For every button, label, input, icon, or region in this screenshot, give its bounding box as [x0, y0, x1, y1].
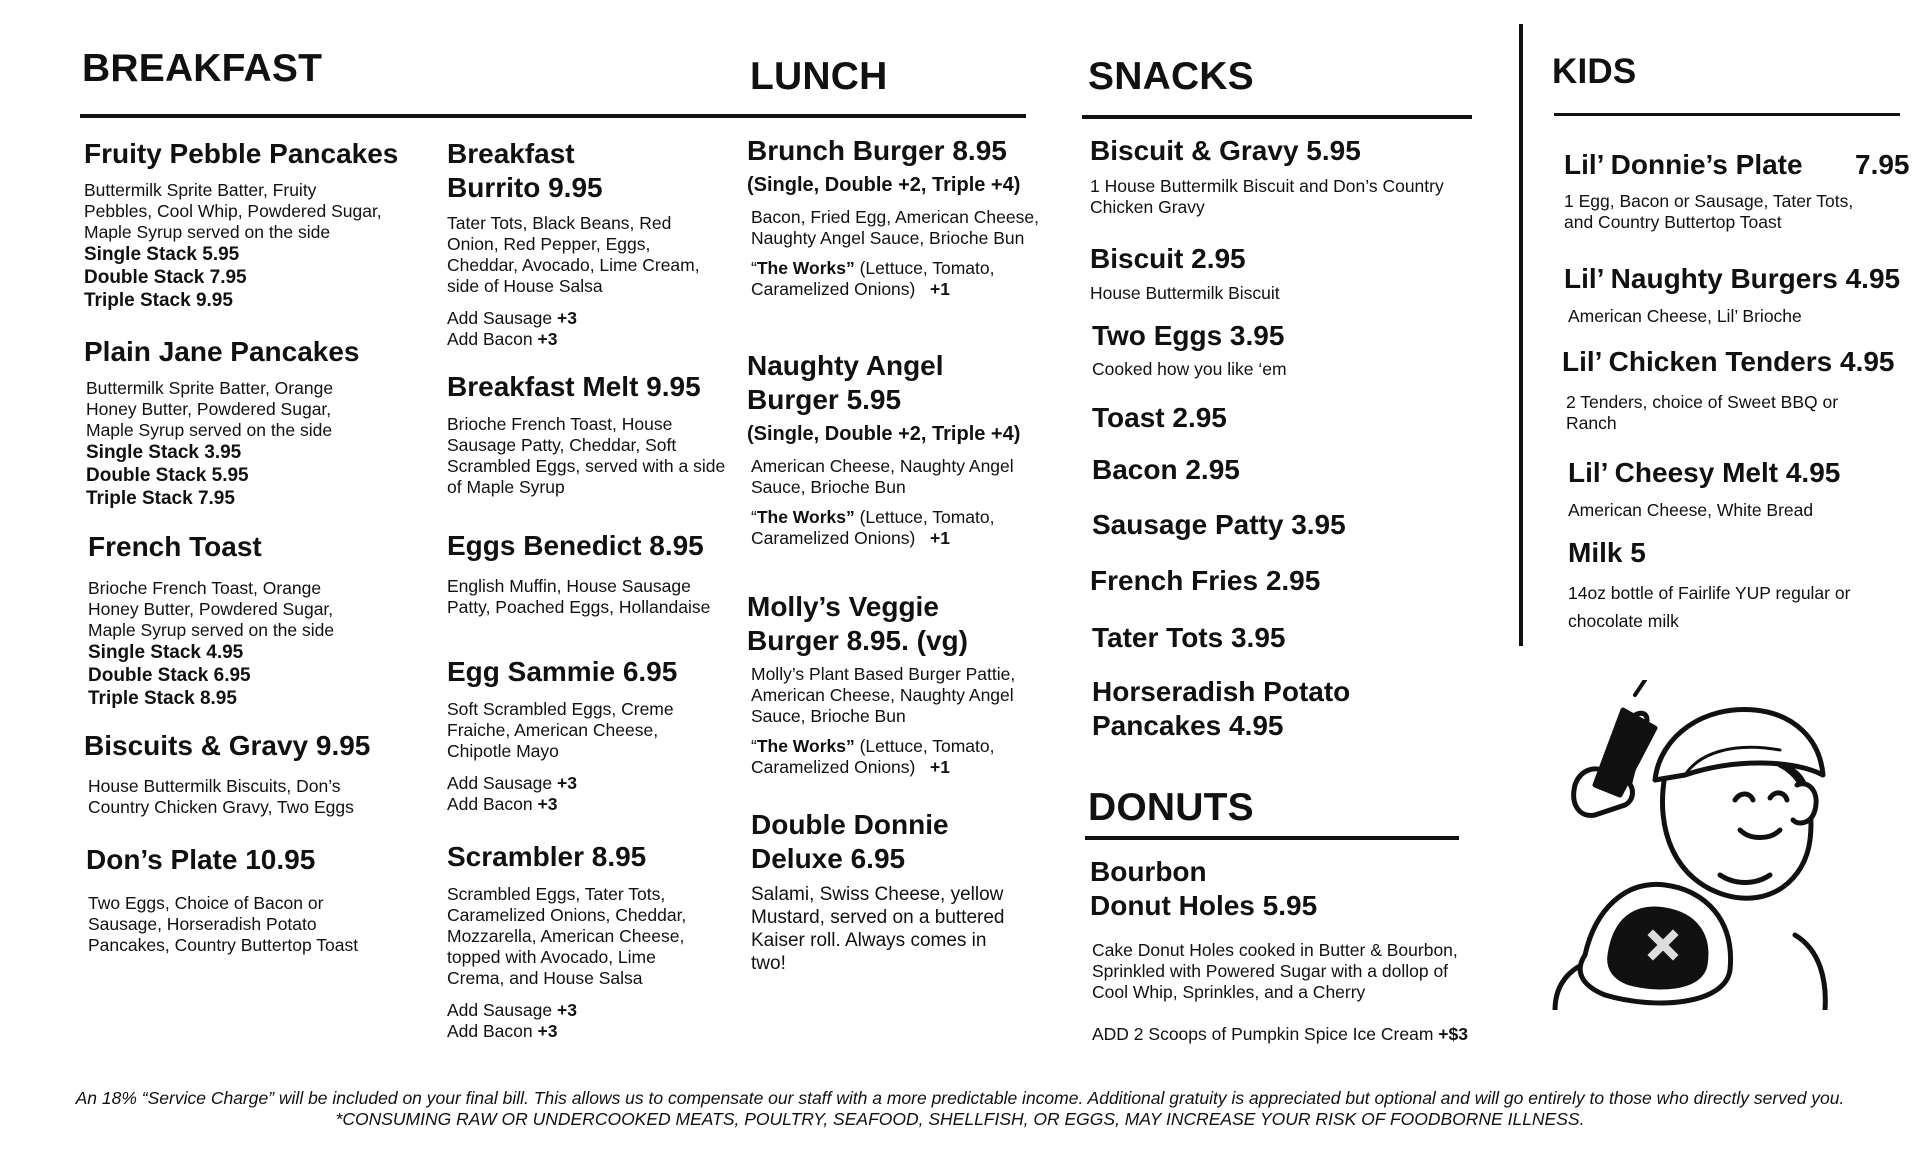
single-stack-price: Single Stack 5.95	[84, 244, 240, 265]
divider	[1082, 115, 1472, 119]
item-title: Plain Jane Pancakes	[84, 336, 360, 367]
works-price: +1	[929, 757, 950, 777]
section-title-kids: KIDS	[1552, 52, 1637, 91]
add-bacon	[447, 329, 737, 350]
item-title: Egg Sammie 6.95	[447, 656, 678, 687]
quote: “	[751, 507, 757, 527]
the-works-option	[747, 736, 1031, 778]
item-description: Buttermilk Sprite Batter, Orange Honey Butter, Powdered Sugar, Maple Syrup served on the side	[86, 378, 334, 440]
item-description: Two Eggs, Choice of Bacon or Sausage, Horseradish Potato Pancakes, Country Buttertop Toast	[88, 893, 359, 955]
item-description: House Buttermilk Biscuits, Don’s Country Chicken Gravy, Two Eggs	[88, 776, 354, 817]
menu-item-milk	[1568, 536, 1918, 635]
item-title: Molly’s Veggie	[747, 591, 939, 622]
menu-item-breakfast-burrito	[447, 137, 737, 350]
menu-item-lil-naughty-burgers	[1564, 262, 1914, 327]
menu-item-lil-cheesy-melt	[1568, 456, 1918, 521]
menu-item-horseradish-potato-pancakes	[1092, 675, 1350, 743]
menu-item-lil-chicken-tenders	[1562, 345, 1912, 434]
item-title: Scrambler 8.95	[447, 841, 647, 872]
item-description: Scrambled Eggs, Tater Tots, Caramelized Onions, Cheddar, Mozzarella, American Cheese, topped with Avocado, Lime Crema, and House Salsa	[447, 884, 687, 988]
menu-item-breakfast-melt	[447, 370, 737, 498]
item-price: 7.95	[1855, 149, 1910, 180]
add-price: +3	[537, 794, 558, 814]
item-description: Cake Donut Holes cooked in Butter & Bourbon, Sprinkled with Powered Sugar with a dollop of Cool Whip, Sprinkles, and a Cherry	[1092, 940, 1458, 1002]
works-label: The Works”	[756, 258, 855, 278]
item-title: Double Donnie	[751, 809, 949, 840]
item-description: House Buttermilk Biscuit	[1090, 283, 1280, 303]
service-charge-note: An 18% “Service Charge” will be included on your final bill. This allows us to compensate our staff with a more predictable income. Additional gratuity is appreciated but optional and will go entirely to those who directly served you.	[75, 1088, 1845, 1108]
item-description: 1 Egg, Bacon or Sausage, Tater Tots, and Country Buttertop Toast	[1564, 191, 1854, 232]
add-bacon	[447, 794, 737, 815]
item-description: Cooked how you like ‘em	[1092, 359, 1287, 379]
menu-item-toast: Toast 2.95	[1092, 402, 1227, 433]
add-price: +$3	[1438, 1024, 1468, 1044]
add-label: ADD 2 Scoops of Pumpkin Spice Ice Cream	[1092, 1024, 1434, 1044]
item-title: Two Eggs 3.95	[1092, 320, 1285, 351]
add-sausage	[447, 773, 737, 794]
menu-item-fruity-pebble-pancakes	[84, 137, 424, 312]
quote: “	[751, 736, 757, 756]
item-title: Breakfast Melt 9.95	[447, 371, 701, 402]
item-title: Don’s Plate 10.95	[86, 844, 316, 875]
mascot-illustration-icon	[1535, 680, 1835, 1010]
item-description: Salami, Swiss Cheese, yellow Mustard, served on a buttered Kaiser roll. Always comes in two!	[751, 884, 1005, 974]
item-description: Molly’s Plant Based Burger Pattie, American Cheese, Naughty Angel Sauce, Brioche Bun	[751, 664, 1016, 726]
item-title: Lil’ Cheesy Melt 4.95	[1568, 457, 1841, 488]
add-label: Add Bacon	[447, 794, 533, 814]
item-title: Burger 8.95. (vg)	[747, 625, 968, 656]
works-label: The Works”	[756, 507, 855, 527]
item-description: Soft Scrambled Eggs, Creme Fraiche, American Cheese, Chipotle Mayo	[447, 699, 674, 761]
menu-item-two-eggs	[1092, 319, 1492, 380]
works-label: The Works”	[756, 736, 855, 756]
menu-item-bourbon-donut-holes	[1090, 855, 1490, 1045]
donut-add-on	[1090, 1024, 1490, 1045]
menu-item-double-donnie-deluxe	[751, 808, 1051, 975]
add-price: +3	[556, 1000, 577, 1020]
double-stack-price: Double Stack 6.95	[88, 665, 251, 686]
the-works-option	[747, 507, 1031, 549]
item-description: English Muffin, House Sausage Patty, Poached Eggs, Hollandaise	[447, 576, 711, 617]
item-title: Burrito 9.95	[447, 172, 603, 203]
item-description: Brioche French Toast, House Sausage Patty, Cheddar, Soft Scrambled Eggs, served with a side of Maple Syrup	[447, 414, 726, 497]
item-options: (Single, Double +2, Triple +4)	[747, 423, 1021, 445]
item-title: Biscuits & Gravy 9.95	[84, 730, 371, 761]
food-safety-warning: *CONSUMING RAW OR UNDERCOOKED MEATS, POULTRY, SEAFOOD, SHELLFISH, OR EGGS, MAY INCREASE YOUR RISK OF FOODBORNE ILLNESS.	[335, 1109, 1585, 1129]
item-description: American Cheese, Naughty Angel Sauce, Brioche Bun	[751, 456, 1014, 497]
triple-stack-price: Triple Stack 9.95	[84, 290, 233, 311]
item-title: Milk 5	[1568, 537, 1646, 568]
item-title: Biscuit 2.95	[1090, 243, 1246, 274]
menu-item-egg-sammie	[447, 655, 737, 815]
item-description: American Cheese, White Bread	[1568, 500, 1814, 520]
item-title: Lil’ Donnie’s Plate	[1564, 149, 1803, 180]
works-price: +1	[929, 279, 950, 299]
menu-item-lil-donnies-plate	[1564, 148, 1914, 233]
item-description: Tater Tots, Black Beans, Red Onion, Red Pepper, Eggs, Cheddar, Avocado, Lime Cream, side of House Salsa	[447, 213, 700, 296]
quote: “	[751, 258, 757, 278]
vertical-divider	[1519, 24, 1523, 646]
divider	[1554, 113, 1900, 116]
triple-stack-price: Triple Stack 8.95	[88, 688, 237, 709]
works-desc: (Lettuce, Tomato, Caramelized Onions)	[751, 736, 995, 777]
item-title: Bourbon	[1090, 856, 1207, 887]
item-title: Brunch Burger 8.95	[747, 135, 1007, 166]
add-bacon	[447, 1021, 737, 1042]
menu-item-brunch-burger	[747, 134, 1047, 300]
single-stack-price: Single Stack 4.95	[88, 642, 244, 663]
item-title: French Toast	[88, 531, 262, 562]
menu-item-naughty-angel-burger	[747, 349, 1047, 549]
section-title-breakfast: BREAKFAST	[82, 47, 323, 90]
item-title: Fruity Pebble Pancakes	[84, 138, 399, 169]
works-desc: (Lettuce, Tomato, Caramelized Onions)	[751, 507, 995, 548]
item-title: Naughty Angel	[747, 350, 944, 381]
item-title: Pancakes 4.95	[1092, 710, 1284, 741]
section-title-donuts: DONUTS	[1088, 786, 1254, 829]
item-description: 14oz bottle of Fairlife YUP regular or chocolate milk	[1568, 583, 1851, 631]
item-description: Buttermilk Sprite Batter, Fruity Pebbles, Cool Whip, Powdered Sugar, Maple Syrup served on the side	[84, 180, 382, 242]
add-price: +3	[556, 308, 577, 328]
menu-item-biscuits-gravy	[84, 729, 424, 818]
single-stack-price: Single Stack 3.95	[86, 442, 242, 463]
divider	[1085, 836, 1459, 840]
item-description: 2 Tenders, choice of Sweet BBQ or Ranch	[1566, 392, 1839, 433]
item-description: American Cheese, Lil’ Brioche	[1568, 306, 1802, 326]
add-price: +3	[537, 1021, 558, 1041]
item-title: Eggs Benedict 8.95	[447, 530, 704, 561]
section-title-lunch: LUNCH	[750, 55, 888, 98]
add-label: Add Bacon	[447, 329, 533, 349]
add-sausage	[447, 308, 737, 329]
add-sausage	[447, 1000, 737, 1021]
menu-item-sausage-patty: Sausage Patty 3.95	[1092, 509, 1346, 540]
menu-item-tater-tots: Tater Tots 3.95	[1092, 622, 1286, 653]
item-title: Horseradish Potato	[1092, 676, 1351, 707]
works-price: +1	[929, 528, 950, 548]
item-description: Bacon, Fried Egg, American Cheese, Naughty Angel Sauce, Brioche Bun	[751, 207, 1039, 248]
item-title: Biscuit & Gravy 5.95	[1090, 135, 1361, 166]
add-label: Add Sausage	[447, 308, 553, 328]
add-label: Add Bacon	[447, 1021, 533, 1041]
menu-item-mollys-veggie-burger	[747, 590, 1047, 778]
works-desc: (Lettuce, Tomato, Caramelized Onions)	[751, 258, 995, 299]
menu-item-dons-plate	[86, 843, 426, 956]
item-title: Lil’ Chicken Tenders 4.95	[1562, 346, 1895, 377]
the-works-option	[747, 258, 1031, 300]
menu-item-plain-jane-pancakes	[84, 335, 424, 510]
add-label: Add Sausage	[447, 1000, 553, 1020]
menu-item-french-fries: French Fries 2.95	[1090, 565, 1321, 596]
add-price: +3	[537, 329, 558, 349]
double-stack-price: Double Stack 7.95	[84, 267, 247, 288]
item-title: Deluxe 6.95	[751, 843, 906, 874]
menu-item-scrambler	[447, 840, 737, 1042]
menu-item-bacon: Bacon 2.95	[1092, 454, 1240, 485]
triple-stack-price: Triple Stack 7.95	[86, 488, 235, 509]
menu-item-french-toast	[88, 530, 428, 710]
menu-item-biscuit-gravy	[1090, 134, 1490, 218]
menu-item-eggs-benedict	[447, 529, 737, 618]
item-title-row	[1564, 148, 1914, 182]
item-title: Burger 5.95	[747, 384, 902, 415]
item-description: 1 House Buttermilk Biscuit and Don’s Country Chicken Gravy	[1090, 176, 1444, 217]
divider	[80, 114, 1026, 118]
add-price: +3	[556, 773, 577, 793]
section-title-snacks: SNACKS	[1088, 55, 1254, 98]
double-stack-price: Double Stack 5.95	[86, 465, 249, 486]
item-title: Breakfast	[447, 138, 575, 169]
item-description: Brioche French Toast, Orange Honey Butter, Powdered Sugar, Maple Syrup served on the side	[88, 578, 335, 640]
item-title: Donut Holes 5.95	[1090, 890, 1318, 921]
add-label: Add Sausage	[447, 773, 553, 793]
menu-item-biscuit	[1090, 242, 1490, 304]
item-title: Lil’ Naughty Burgers 4.95	[1564, 263, 1901, 294]
item-options: (Single, Double +2, Triple +4)	[747, 174, 1021, 196]
